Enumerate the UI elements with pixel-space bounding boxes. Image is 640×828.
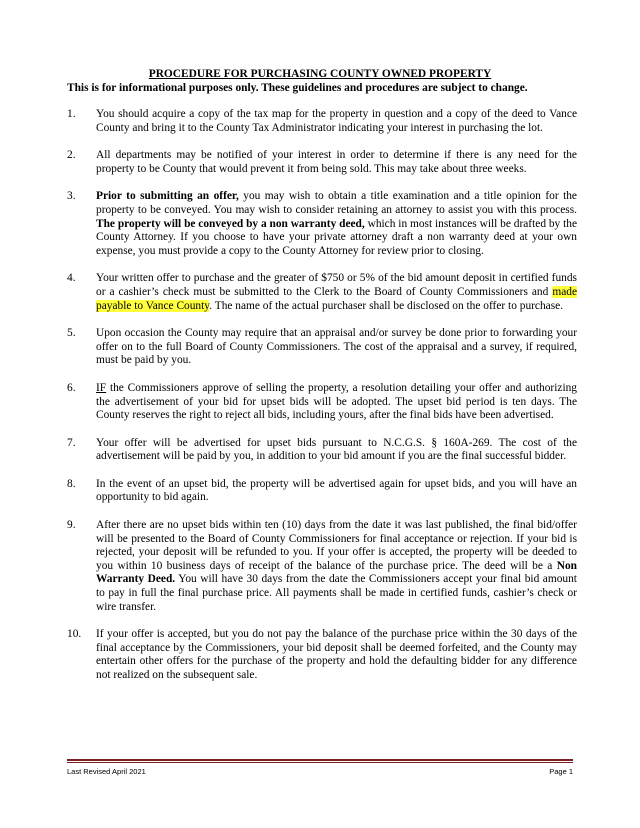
item-number: 3.: [67, 190, 76, 203]
underlined-text: IF: [96, 381, 107, 394]
item-bold-text: The property will be conveyed by a non warranty deed,: [96, 217, 365, 230]
item-text: Your written offer to purchase and the greater of $750 or 5% of the bid amount deposit in certified funds or a cashier’s check must be submitted to the Clerk to the Board of County Commissioners and: [96, 272, 577, 298]
item-text: If your offer is accepted, but you do not pay the balance of the purchase price within the 30 days of the final acceptance by the Commissioners, your bid deposit shall be deemed forfeited, and the County may entertain other offers for the purchase of the property and hold the defaulting bidder for any difference not realized on the subsequent sale.: [96, 628, 577, 681]
last-revised-label: Last Revised April 2021: [67, 767, 146, 776]
item-text: After there are no upset bids within ten (10) days from the date it was last published, the final bid/offer will be presented to the Board of County Commissioners for final acceptance or rejection. If your bid is rejected, your deposit will be refunded to you. If your offer is accepted, the property will be deeded to you within 10 business days of receipt of the balance of the purchase price. The deed will be a: [96, 519, 577, 572]
list-item: [67, 519, 577, 614]
item-text: In the event of an upset bid, the property will be advertised again for upset bids, and you will have an opportunity to bid again.: [96, 477, 577, 504]
list-item: [67, 628, 577, 682]
item-number: 9.: [67, 519, 76, 532]
list-item: [67, 382, 577, 423]
list-item: [67, 272, 577, 313]
footer-divider-thin: [67, 762, 573, 763]
item-text: You should acquire a copy of the tax map for the property in question and a copy of the deed to Vance County and bring it to the County Tax Administrator indicating your interest in purchasing the lot.: [96, 108, 577, 134]
list-item: [67, 108, 577, 135]
item-text: the Commissioners approve of selling the property, a resolution detailing your offer and authorizing the advertisement of your bid for upset bids will be adopted. The upset bid period is ten days. The County reserves the right to reject all bids, including yours, after the final bids have been advertised.: [96, 381, 577, 422]
item-text: Your offer will be advertised for upset bids pursuant to N.C.G.S. § 160A-269. The cost of the advertisement will be paid by you, in addition to your bid amount if you are the final successful bidder.: [96, 436, 577, 463]
list-item: [67, 437, 577, 464]
footer-divider: [67, 759, 573, 761]
list-item: [67, 478, 577, 505]
item-text: . The name of the actual purchaser shall be disclosed on the offer to purchase.: [209, 299, 564, 312]
procedure-list: [67, 108, 577, 683]
item-text: Upon occasion the County may require that an appraisal and/or survey be done prior to forwarding your offer on to the full Board of County Commissioners. The cost of the appraisal and a survey, if required, must be paid by you.: [96, 327, 577, 367]
item-text: You will have 30 days from the date the Commissioners accept your final bid amount to pay in full the final purchase price. All payments shall be made in certified funds, cashier’s check or wire transfer.: [96, 573, 577, 613]
item-number: 6.: [67, 381, 76, 394]
item-number: 7.: [67, 436, 76, 449]
list-item: [67, 327, 577, 368]
page-subtitle: This is for informational purposes only. These guidelines and procedures are subject to change.: [67, 82, 528, 94]
item-text: All departments may be notified of your interest in order to determine if there is any need for the property to be County that would prevent it from being sold. This may take about three weeks.: [96, 149, 577, 175]
item-text: which in most instances will be drafted by the County Attorney. If you choose to have your private attorney draft a non warranty deed at your own expense, you must provide a copy to the County Attorney for review prior to closing.: [96, 217, 578, 257]
item-number: 2.: [67, 149, 76, 162]
item-text: you may wish to obtain a title examination and a title opinion for the property to be conveyed. You may wish to consider retaining an attorney to assist you with this process.: [96, 190, 577, 216]
item-number: 10.: [67, 628, 82, 641]
page-number: Page 1: [549, 767, 573, 776]
item-number: 1.: [67, 108, 76, 120]
list-item: [67, 190, 577, 258]
list-item: [67, 149, 577, 176]
item-number: 4.: [67, 272, 76, 285]
item-number: 5.: [67, 327, 76, 340]
item-bold-text: Non Warranty Deed.: [96, 559, 577, 586]
item-bold-text: Prior to submitting an offer,: [96, 190, 239, 203]
highlighted-text: made payable to Vance County: [96, 285, 577, 312]
item-number: 8.: [67, 477, 76, 490]
page-title: PROCEDURE FOR PURCHASING COUNTY OWNED PROPERTY: [148, 68, 492, 80]
